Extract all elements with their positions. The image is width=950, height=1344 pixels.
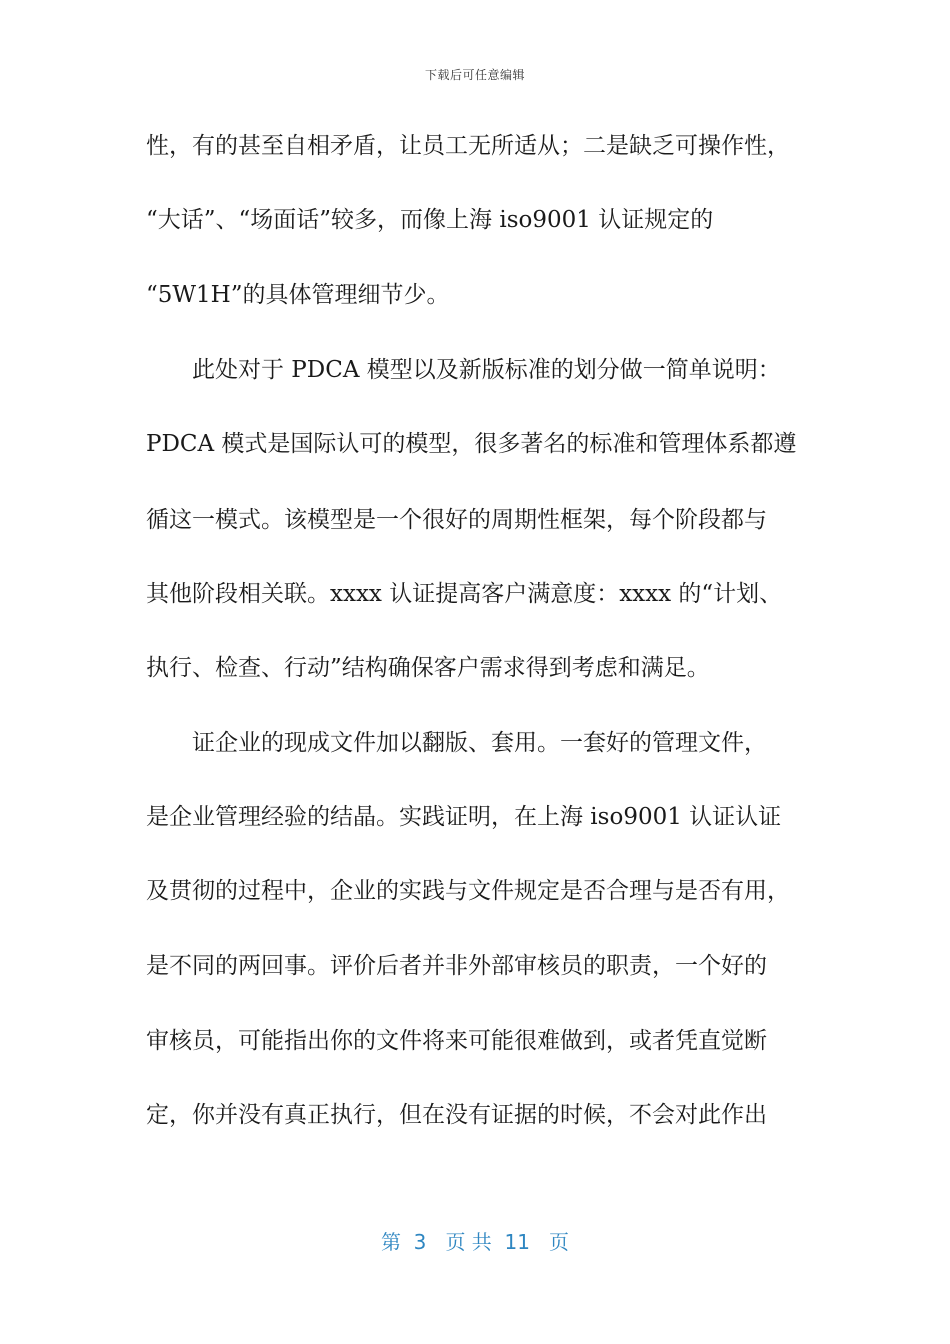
text-line: 循这一模式。该模型是一个很好的周期性框架，每个阶段都与 [146,507,767,533]
text-line: 定，你并没有真正执行，但在没有证据的时候，不会对此作出 [146,1102,767,1128]
text-line: 审核员，可能指出你的文件将来可能很难做到，或者凭直觉断 [146,1028,767,1054]
page-number-footer: 第 3 页 共 11 页 [380,1230,570,1254]
text-line: 是不同的两回事。评价后者并非外部审核员的职责，一个好的 [146,953,767,979]
header-note: 下载后可任意编辑 [424,68,525,82]
text-line: 执行、检查、行动”结构确保客户需求得到考虑和满足。 [146,655,710,681]
text-line: 性，有的甚至自相矛盾，让员工无所适从；二是缺乏可操作性， [146,133,790,159]
paragraph-first-line: 此处对于 PDCA 模型以及新版标准的划分做一简单说明： [192,357,781,383]
text-line: “5W1H”的具体管理细节少。 [146,282,450,308]
paragraph-first-line: 证企业的现成文件加以翻版、套用。一套好的管理文件， [192,730,767,756]
text-line: PDCA 模式是国际认可的模型，很多著名的标准和管理体系都遵 [146,431,797,457]
text-line: 是企业管理经验的结晶。实践证明，在上海 iso9001 认证认证 [146,804,782,830]
text-line: 其他阶段相关联。xxxx 认证提高客户满意度：xxxx 的“计划、 [146,581,783,607]
text-line: 及贯彻的过程中，企业的实践与文件规定是否合理与是否有用， [146,878,790,904]
text-line: “大话”、“场面话”较多，而像上海 iso9001 认证规定的 [146,207,714,233]
